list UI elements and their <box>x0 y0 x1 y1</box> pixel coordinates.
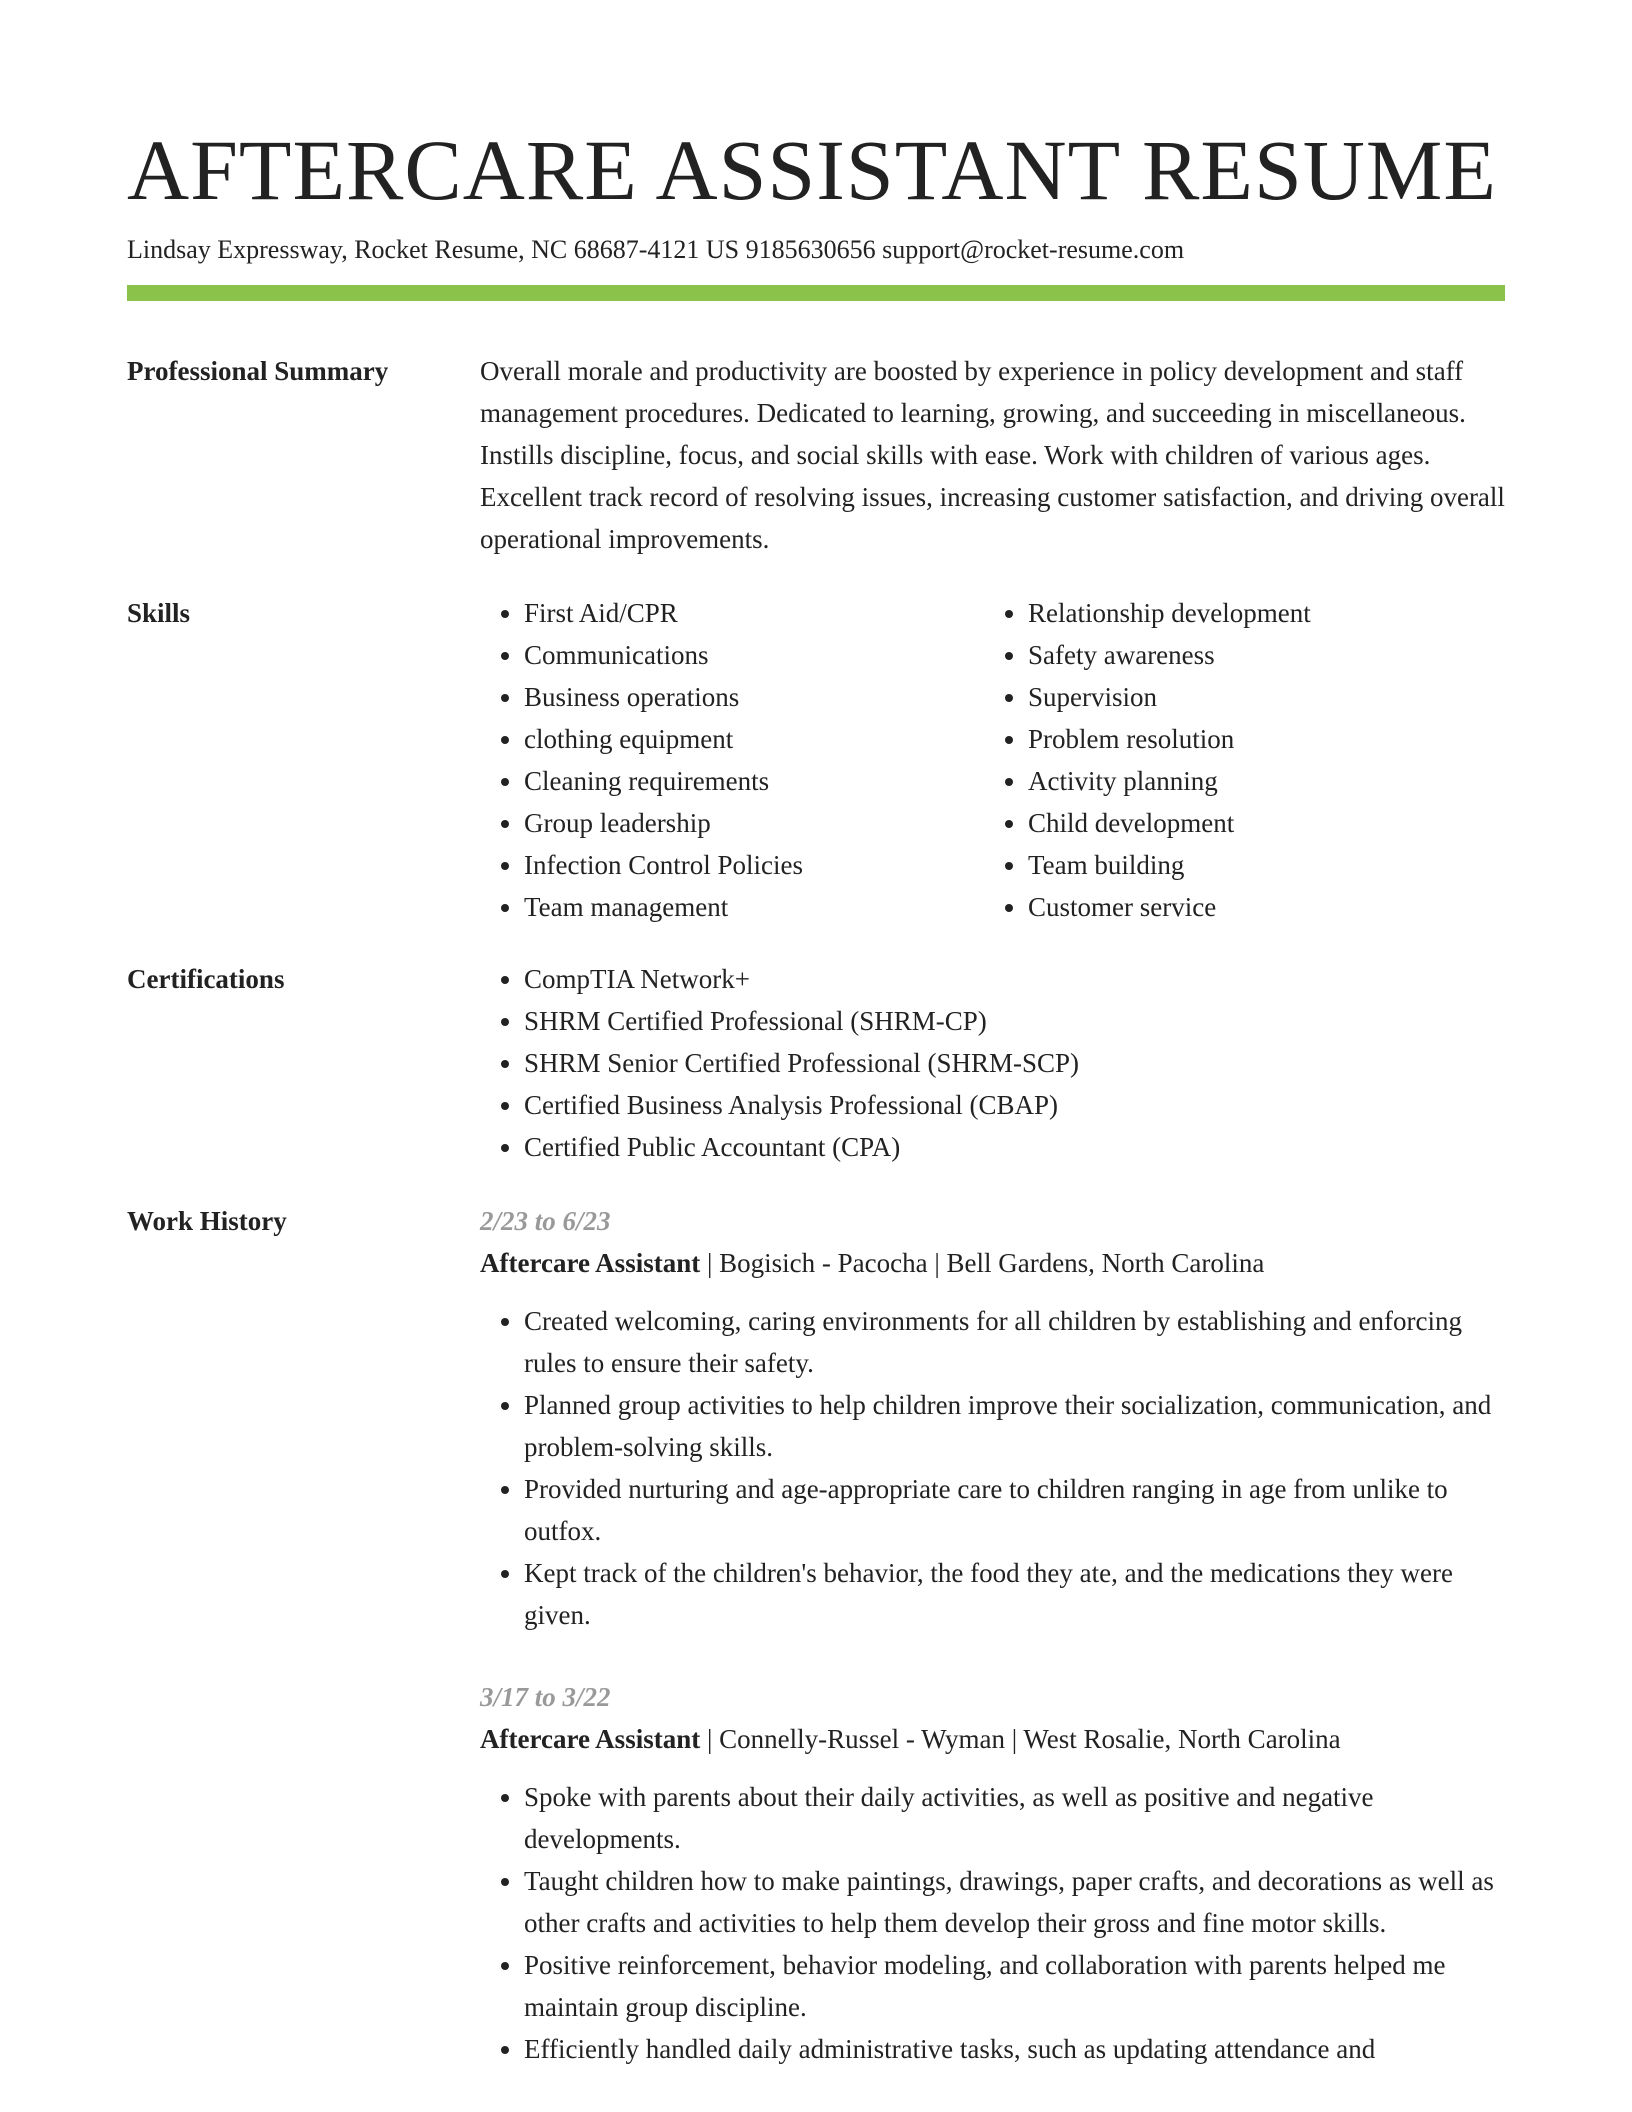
list-item: • Relationship development <box>1028 592 1488 634</box>
job-heading <box>480 1242 1505 1284</box>
job-title: Aftercare Assistant <box>480 1248 701 1278</box>
resume-title: AFTERCARE ASSISTANT RESUME <box>127 122 1497 218</box>
list-item: • Taught children how to make paintings, drawings, paper crafts, and decorations as well as other crafts and activities to help them develop their gross and fine motor skills. <box>524 1860 1505 1944</box>
skills-list-right <box>984 592 1488 928</box>
certifications-section <box>480 958 1505 1168</box>
list-item: • Planned group activities to help children improve their socialization, communication, and problem-solving skills. <box>524 1384 1505 1468</box>
skills-label: Skills <box>127 598 191 628</box>
contact-line: Lindsay Expressway, Rocket Resume, NC 68687-4121 US 9185630656 support@rocket-resume.com <box>127 235 1185 264</box>
job-details: | Connelly-Russel - Wyman | West Rosalie, North Carolina <box>700 1724 1341 1754</box>
list-item: • SHRM Senior Certified Professional (SHRM-SCP) <box>524 1042 1505 1084</box>
work-history-section <box>480 1200 1505 2110</box>
summary-section <box>480 350 1505 560</box>
list-item: • Customer service <box>1028 886 1488 928</box>
list-item: • Certified Public Accountant (CPA) <box>524 1126 1505 1168</box>
certifications-label: Certifications <box>127 964 285 994</box>
list-item: • Communications <box>524 634 984 676</box>
skills-section <box>480 592 1505 928</box>
list-item: • Activity planning <box>1028 760 1488 802</box>
skills-list-left <box>480 592 984 928</box>
list-item: • Cleaning requirements <box>524 760 984 802</box>
list-item: • First Aid/CPR <box>524 592 984 634</box>
job-dates: 3/17 to 3/22 <box>480 1682 611 1712</box>
job-dates: 2/23 to 6/23 <box>480 1206 611 1236</box>
list-item: • clothing equipment <box>524 718 984 760</box>
list-item: • Positive reinforcement, behavior modeling, and collaboration with parents helped me maintain group discipline. <box>524 1944 1505 2028</box>
list-item: • Problem resolution <box>1028 718 1488 760</box>
list-item: • Business operations <box>524 676 984 718</box>
list-item: • CompTIA Network+ <box>524 958 1505 1000</box>
list-item: • Child development <box>1028 802 1488 844</box>
list-item: • Provided nurturing and age-appropriate care to children ranging in age from unlike to outfox. <box>524 1468 1505 1552</box>
job-duties-list <box>480 1300 1505 1636</box>
list-item: • Infection Control Policies <box>524 844 984 886</box>
job-duties-list <box>480 1776 1505 2070</box>
list-item: • Team building <box>1028 844 1488 886</box>
list-item: • Safety awareness <box>1028 634 1488 676</box>
job-details: | Bogisich - Pacocha | Bell Gardens, North Carolina <box>700 1248 1265 1278</box>
work-history-label: Work History <box>127 1206 287 1236</box>
job-entry <box>480 1676 1505 2070</box>
list-item: • Spoke with parents about their daily activities, as well as positive and negative developments. <box>524 1776 1505 1860</box>
list-item: • SHRM Certified Professional (SHRM-CP) <box>524 1000 1505 1042</box>
job-heading <box>480 1718 1505 1760</box>
list-item: • Certified Business Analysis Professional (CBAP) <box>524 1084 1505 1126</box>
list-item: • Supervision <box>1028 676 1488 718</box>
list-item: • Kept track of the children's behavior, the food they ate, and the medications they were given. <box>524 1552 1505 1636</box>
certifications-list <box>480 958 1505 1168</box>
skills-column-right <box>984 592 1488 928</box>
summary-label: Professional Summary <box>127 356 389 386</box>
job-entry <box>480 1200 1505 1636</box>
summary-text: Overall morale and productivity are boosted by experience in policy development and staff management procedures. Dedicated to learning, growing, and succeeding in miscellaneous. Instills discipline, focus, and social skills with ease. Work with children of various ages. Excellent track record of resolving issues, increasing customer satisfaction, and driving overall operational improvements. <box>480 356 1505 554</box>
list-item: • Group leadership <box>524 802 984 844</box>
job-title: Aftercare Assistant <box>480 1724 701 1754</box>
list-item: • Efficiently handled daily administrative tasks, such as updating attendance and <box>524 2028 1505 2070</box>
list-item: • Created welcoming, caring environments for all children by establishing and enforcing rules to ensure their safety. <box>524 1300 1505 1384</box>
skills-column-left <box>480 592 984 928</box>
accent-divider <box>127 285 1505 301</box>
list-item: • Team management <box>524 886 984 928</box>
